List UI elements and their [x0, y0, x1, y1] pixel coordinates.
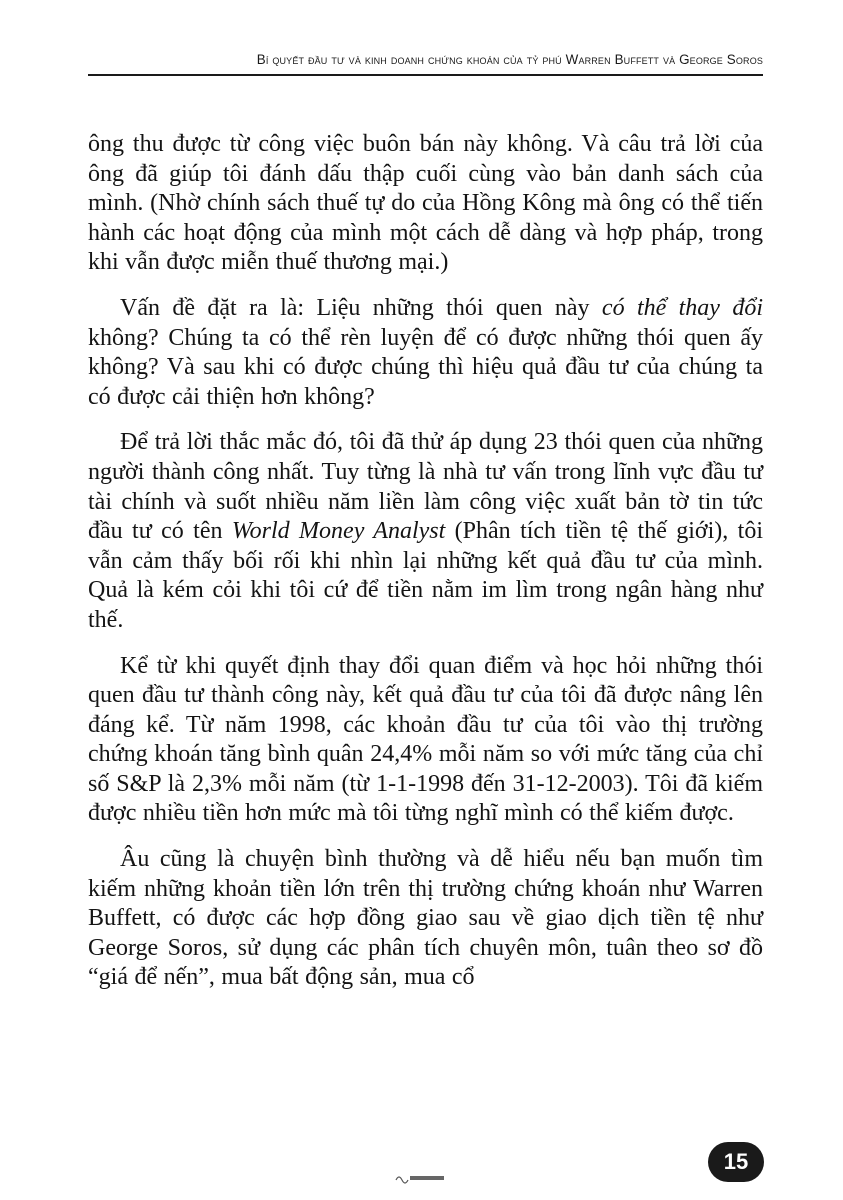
running-header: Bí quyết đầu tư và kinh doanh chứng khoán của tỷ phú Warren Buffett và George Soros	[256, 52, 763, 67]
page-number: 15	[708, 1142, 764, 1182]
paragraph	[88, 294, 763, 412]
header-rule	[88, 74, 763, 76]
italic-text: World Money Analyst	[231, 518, 446, 545]
paragraph-text: Vấn đề đặt ra là: Liệu những thói quen này	[120, 294, 602, 321]
paragraph-text: Âu cũng là chuyện bình thường và dễ hiểu nếu bạn muốn tìm kiếm những khoản tiền lớn trên thị trường chứng khoán như Warren Buffett, có được các hợp đồng giao sau về giao dịch tiền tệ như George Soros, sử dụng các phân tích chuyên môn, tuân theo sơ đồ “giá để nến”, mua bất động sản, mua cổ	[88, 846, 763, 991]
paragraph-text: Để trả lời thắc mắc đó, tôi đã thử áp dụng 23 thói quen của những người thành công nhất. Tuy từng là nhà tư vấn trong lĩnh vực đầu tư tài chính và suốt nhiều năm liền làm công việc xuất bản tờ tin tức đầu tư có tên	[88, 429, 763, 545]
paragraph-text: (Phân tích tiền tệ thế giới), tôi vẫn cảm thấy bối rối khi nhìn lại những kết quả đầu tư của mình. Quả là kém cỏi khi tôi cứ để tiền nằm im lìm trong ngân hàng như thế.	[88, 518, 763, 633]
paragraph-text: ông thu được từ công việc buôn bán này không. Và câu trả lời của ông đã giúp tôi đánh dấu thập cuối cùng vào bản danh sách của mình. (Nhờ chính sách thuế tự do của Hồng Kông mà ông có thể tiến hành các hoạt động của mình một cách dễ dàng và hợp pháp, trong khi vẫn được miễn thuế thương mại.)	[88, 131, 763, 276]
paragraph	[88, 130, 763, 278]
body-text	[88, 130, 763, 1009]
paragraph-text: không? Chúng ta có thể rèn luyện để có được những thói quen ấy không? Và sau khi có được chúng thì hiệu quả đầu tư của chúng ta có được cải thiện hơn không?	[88, 324, 763, 410]
paragraph	[88, 652, 763, 830]
italic-text: có thể thay đổi	[601, 294, 763, 321]
paragraph	[88, 428, 763, 635]
watermark-logo	[390, 1168, 450, 1186]
paragraph	[88, 845, 763, 993]
paragraph-text: Kể từ khi quyết định thay đổi quan điểm và học hỏi những thói quen đầu tư thành công này, kết quả đầu tư của tôi đã được nâng lên đáng kể. Từ năm 1998, các khoản đầu tư của tôi vào thị trường chứng khoán tăng bình quân 24,4% mỗi năm so với mức tăng của chỉ số S&P là 2,3% mỗi năm (từ 1-1-1998 đến 31-12-2003). Tôi đã kiếm được nhiều tiền hơn mức mà tôi từng nghĩ mình có thể kiếm được.	[88, 652, 763, 827]
